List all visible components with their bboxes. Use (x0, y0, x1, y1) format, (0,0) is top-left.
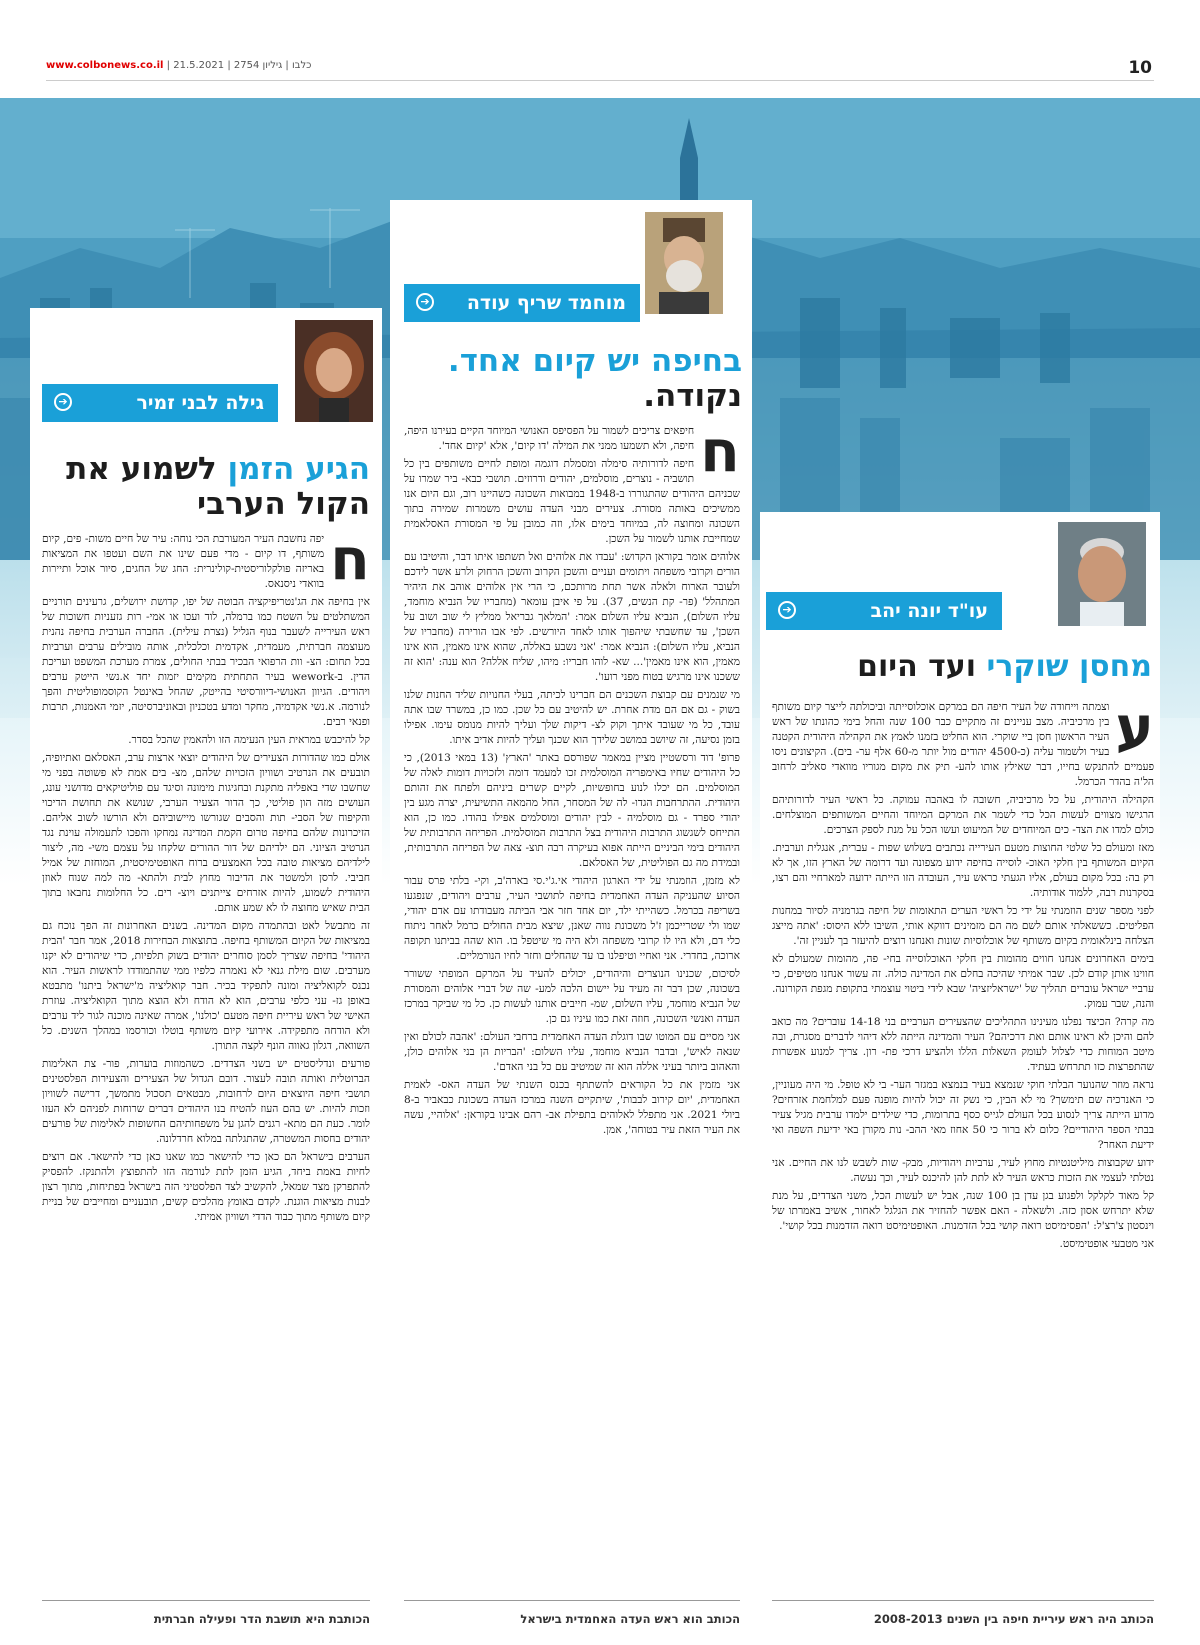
headline-middle-blue: בחיפה יש קיום אחד. (447, 343, 742, 379)
paragraph: ידוע שקבוצות מיליטנטיות מחוץ לעיר, ערביות ויהודיות, מבק- שות לשבש לנו את החיים. אני נטלתי לעצמי את הזכות כראש העיר לא לתת להן להיכנס לעיר, וכך נעשה. (772, 1157, 1154, 1184)
paragraph: לא מזמן, הוזמנתי על ידי הארגון היהודי אי.ג'י.סי בארה'ב, וקי- בלתי פרס עבור הסיוע שהעניקה העדה האחמדית בחיפה לתושבי העיר, ערבים ויהודים, שנפגעו בשריפה בכרמל. כשהייתי ילד, יום אחד חזר אבי הביתה מעבודתו עם אדם יהודי, שמו ולי שטרייכמן ז'ל משכונת נווה שאנן, שיצא מבית החולים כרמל לאחר ניתוח כלי דם, ולא היו לו קרובי משפחה ולא היה מי שיטפל בו. הוא שהה בביתנו תקופה ארוכה, בחדרי. אני ואחיי וטיפלנו בו עד שהחלים וחזר לחיו הנורמליים. (404, 875, 740, 962)
article-body-right (772, 700, 1154, 1592)
paragraph: מאז ומעולם כל שלטי החוצות מטעם העירייה נכתבים בשלוש שפות - עברית, אנגלית וערבית. הקיום המשותף בין חלקי האוכ- לוסייה בחיפה ידוע מצפונה ועד דרומה של הארץ הזו, אך לא רק בה: בכל מקום בעולם, אליו הגעתי כראש עיר, העובדה הזו הייתה ידועה למארחיי והם רצו, בסקרנות רבה, ללמוד אודותיה. (772, 842, 1154, 899)
article-body-left (42, 532, 370, 1592)
paragraph: לסיכום, שכנינו הנוצרים והיהודים, יכולים להעיד על המרקם המופתי ששורר בשכונה, שכן דבר זה מעיד על יישום הלכה למע- שה של דברי אלוהים והמסורת של הנביא מוחמד, עליו השלום, שמ- חייבים אותנו לעשות כן. כל מי שביקר במרכז העדה ואנשי השכונה, חוזה זאת כמו עיניו גם כן. (404, 968, 740, 1025)
paragraph: חיפאים צריכים לשמור על הפסיפס האנושי המיוחד הקיים בעירנו היפה, חיפה, ולא תשמעו ממני את המילה 'דו קיום', אלא 'קיום אחד'. (404, 425, 695, 452)
issue-info: | כלבו | גיליון 2754 | 21.5.2021 (166, 60, 312, 71)
credit-middle: הכותב הוא ראש העדה האחמדית בישראל (520, 1612, 740, 1626)
article-body-middle (404, 424, 740, 1592)
site-url[interactable]: www.colbonews.co.il (46, 60, 164, 71)
author-name-left: גילה לבני זמיר (136, 392, 264, 414)
arrow-circle-icon: ➔ (416, 293, 434, 311)
drop-cap-middle: ח (700, 424, 740, 485)
paragraph: מי שנמנים עם קבוצת השכנים הם חברינו לכיתה, בעלי החנויות שליד החנות שלנו בשוק - גם אם הם מדת אחרת. יש להיטיב עם כל שכן. כמו כן, במשרד שבו אתה עובד, כל מי שעובד איתך וקוק לצ- דיקות שלך ועליך להיות מנומס עימו. אפילו בזמן נסיעה, זה שיושב במושב שלידך הוא שכנך ועליך להיות אדיב איתו. (404, 689, 740, 746)
paragraph: קל להיכבש במראית העין הנעימה הזו ולהאמין שהכל בסדר. (128, 734, 370, 746)
headline-middle-dark: נקודה. (643, 377, 742, 414)
paragraph: נראה מוזר שהנוער הבלתי חוקי שנמצא בעיר בנמצא במגזר הער- בי לא טופל. מי היה מעוניין, כי האנרכיה שם תימשך? מי לא הבין, כי נשק זה יכול להיות מופנה פעם למלחמת אזרחים? מדוע הייתה צריך לנסוע בכל העולם לגייס כסף בתרומות, כדי שילדים ילמדו ערבית מגיל צעיר בבתי הספר היהודיים? כלום לא ברור כי 50 אחוז מאי ההב- נות מקורן באי ידיעת השפה ואי ידיעת האחר? (772, 1079, 1154, 1151)
headline-left-dark: לשמוע את הקול הערבי (66, 451, 370, 522)
headline-right (770, 650, 1152, 684)
paragraph: אין בחיפה את הג'נטריפיקציה הבוטה של יפו, קדושת ירושלים, גרעינים תורניים המשתלטים על השטח כמו ברמלה, לוד ועכו או אמי- רות גזעניות חשוכות של ראש העירייה לשעבר בנוף הגליל (נצרת עילית). החברה הערבית בחיפה נהנית מעוצמה חברתית, מעמדית, אקדמית וכלכלית, אותה מובילים ערבים וערביות בכל תחום: הצ- וות הרפואי הבכיר בבתי החולים, צמרת מערכת המשפט ועריכת הדין. ב-wework בעיר התחתית מקימים יזמות יחד א.נשי הייטק ערבים ויהודים. הגיוון האנושי-דיוורסיטי בהייטק, שהחל באינטל הקוסמופוליטית והפך לנורמה. א.נשי אקדמיה, מחקר ומדע בטכניון ובאוניברסיטה, יזמי האמנות, תרבות ופנאי רבים. (42, 596, 370, 728)
masthead (46, 60, 311, 71)
portrait-icon (645, 212, 723, 314)
page-number: 10 (1128, 58, 1152, 78)
author-name-right: עו"ד יונה יהב (870, 600, 988, 622)
paragraph: חיפה לדורותיה סימלה ומסמלת דוגמה ומופת לחיים משותפים בין כל תושביה - נוצרים, מוסלמים, יהודים ודרוזים. תושבי כבא- ביר שמרו על שכניהם היהודים שהתגוררו ב-1948 במבואות השכונה כשהיינו רוב, וגם היום אנו ממשיכים באותה מסורת. צעירים מבני העדה עושים משמרות שמירה בתוך השכונה ומחוצה לה, במיוחד בימים אלו, וזה כמובן על פי המסורת האסלאמית שמחייבת אותנו לשמור על השכן. (404, 458, 740, 545)
author-photo-left (295, 320, 373, 422)
author-photo-middle (645, 212, 723, 314)
paragraph: אני מזמין את כל הקוראים להשתתף בכנס השנתי של העדה האס- לאמית האחמדית, 'יום קירוב לבבות', שיתקיים השנה במרכז העדה בשכונת כבאביר ב-8 ביולי 2021. אני מתפלל לאלוהים בתפילת אב- רהם אבינו בקוראן: 'אלוהיי, עשה את העיר הזאת עיר בטוחה', אמן. (404, 1079, 740, 1136)
portrait-icon (1058, 522, 1146, 626)
paragraph: קל מאוד לקלקל ולפגוע בגן עדן בן 100 שנה, אבל יש לעשות הכל, משני הצדדים, על מנת שלא יתרחש אסון כזה. ולשאלה - האם אפשר להחזיר את הגלגל לאחור, אשיב באמרתו של וינסטון צ'רצ'ל: 'הפסימיסט רואה קושי בכל הזדמנות. האופטימיסט רואה הזדמנות בכל קושי'. (772, 1190, 1154, 1232)
author-banner-middle (404, 284, 640, 322)
paragraph: אני מסיים עם המוטו שבו דוגלת העדה האחמדית ברחבי העולם: 'אהבה לכולם ואין שנאה לאיש', ובדבר הנביא מוחמד, עליו השלום: 'הבריות הן בני אלוהים כולן, והאהוב ביותר בעיני אללה הוא זה שמיטיב עם כל בני האדם'. (404, 1031, 740, 1073)
author-name-middle: מוחמד שריף עודה (466, 292, 626, 314)
credit-divider-middle (404, 1600, 740, 1601)
author-banner-right (766, 592, 1002, 630)
credit-right: הכותב היה ראש עיריית חיפה בין השנים 2008-2013 (873, 1612, 1154, 1626)
author-photo-right (1058, 522, 1146, 626)
headline-right-dark: ועד היום (857, 649, 977, 684)
headline-middle (402, 344, 742, 413)
credit-divider-left (42, 1600, 370, 1601)
credit-divider-right (772, 1600, 1154, 1601)
arrow-circle-icon: ➔ (54, 393, 72, 411)
paragraph: זה מתבשל לאט ובהתמדה מקום המדינה. בשנים האחרונות זה הפך נוכח גם במציאות של הקיום המשותף בחיפה. בתוצאות הבחירות 2018, אמר חבר 'הבית היהודי' בחיפה שצריך לסמן סוחרים יהודים בשוק תלפיות, כדי שיהודים לא יקנו מערבים. שום מילת גנאי לא נאמרה כלפיו ממי שהתמודדו לראשות העיר. הוא נכנס לקואליציה ומונה לתפקיד בכיר. חבר קואליציה מ'ישראל ביתנו' מתבטא באופן גז- עני כלפי ערבים, הוא לא הודח ולא הוצא מתוך הקואליציה. עוזרת האישי של ראש עיריית חיפה מטעם 'כולנו', אמרה שאינה מוכנה לגור ליד ערבים ולא הודחה מתפקידה. אירועי קיום משותף בוטלו וכורסמו במהלך השנים. כל השוואה, דגלון גאווה הונף לקצה התורן. (42, 920, 370, 1052)
headline-left (40, 452, 370, 521)
paragraph: מה קרה? הכיצד נפלנו מעינינו התהליכים שהצעירים הערביים בני 14-18 עוברים? מה כואב להם והיכן לא ראינו אותם ואת דרכיהם? העיר והמדינה הייתה ללא דיהוי לדברים מסגרת, ובה מיטב המוחות כדי לצלול לעומק השאלות הללו ולהציע דרכי פת- רון. צריך למנוע אפשרות שהתפרצות כזו תתרחש בעתיד. (772, 1016, 1154, 1073)
paragraph: וצמתה וייחודה של העיר חיפה הם במרקם אוכלוסייתה וביכולתה לייצר קיום משותף בין מרכיביה. מצב עניינים זה מתקיים כבר 100 שנה והחל בימי כהונתו של ראש העיר הראשון חסן ביי שוקרי. הוא החליט בזמנו לאמץ את הקהילה היהודית הקטנה בעיר ולשמור עליה (כ-4500 יהודים מול יותר מ-60 אלף ער- בים). הקיצונים ניסו פעמיים להתנקש בחייו, דבר שאילץ אותו להע- תיק את מקום מגוריו מוואדי סאליב לרחוב הל'ה בהדר הכרמל. (772, 701, 1154, 788)
drop-cap-left: ח (330, 532, 370, 593)
masthead-divider (46, 80, 1154, 81)
credit-left: הכותבת היא תושבת הדר ופעילה חברתית (153, 1612, 370, 1626)
paragraph: אלוהים אומר בקוראן הקדוש: 'עבדו את אלוהים ואל תשתפו איתו דבר, והיטיבו עם הורים וקרובי משפחה ויתומים ועניים והשכן הקרוב והשכן הרחוק ולרע אשר לידכם ולעובר הארוח ולאלה אשר תחת מרותכם, כי הרי אין אלוהים אוהב את היהיר המתהלל' (פר- קת הנשים, 37). על פי איבן עומאר (מחבריו של הנביא מוחמד, עליו השלום), הנביא עליו השלום אמר: 'המלאך גבריאל ממליץ לי שוב ושוב על השכן', עד שחשבתי שיהפוך אותו לאחד היורשים. לפי אבו הורירה (מחבריו של הנביא, עליו השלום): הנביא אמר: 'אני נשבע באללה, שהוא אינו מאמין, הוא אינו מאמין, הוא אינו מאמין'... שא- לוהו חבריו: מיהו, שליח אללה? הוא ענה: 'הוא זה ששכנו אינו מרגיש בטוח מפני רועו'. (404, 551, 740, 683)
arrow-circle-icon: ➔ (778, 601, 796, 619)
paragraph: אולם כמו שהדורות הצעירים של היהודים יוצאי ארצות ערב, האסלאם ואתיופיה, תובעים את הנרטיב ושוויון הזכויות שלהם, מצ- בים אמת לא פשוטה בפני מי שחשבו שדי באפליה מתקנת ובחגיגות מימונה וסיגד עם פוליטיקאים מדושני עונג, העושים מזה הון פוליטי, כך הדור הצעיר הערבי, שנושא את תחושת הדיכוי והקיפוח של הסבי- תות והסבים שגורשו מיישוביהם ולא הורשו לשוב אליהם. הזיכרונות שלהם בחיפה טרום הקמת המדינה נמחקו והפכו לתעמולה עוינת נגד הנרטיב הציוני. הם ילדיהם של דור ההורים שלקחו על עצמם משי- מה, ליצור לילדיהם מציאות טובה בכל האמצעים ברוח האופטימיסטית, המוחזת של אמיל חביבי. לרסן ולמשטר את הדיבור מחוץ לבית ולהתא- מה למה שנוח לאוזן היהודית לשמוע, להיות אזרחים צייתנים ויוצ- רים. כל החלומות נחבאו בתוך הבית שאיש מחוצה לו לא שמע אותם. (42, 752, 370, 914)
drop-cap-right: ע (1115, 700, 1154, 761)
paragraph: אני מטבעי אופטימיסט. (1059, 1238, 1154, 1250)
paragraph: פרופ' דוד ורסשטיין מציין במאמר שפורסם באתר 'הארץ' (13 במאי 2013), כי כל היהודים שחיו באימפריה המוסלמית זכו למעמד דומה ולזכויות דומות לאלה של המוסלמים. הם יכלו לנוע בחופשיות, לקיים קשרים ביניהם ולפתח את זהותם היהודית. ההתרחבות הגדו- לה של המסחר, החל מהמאה התשיעית, יצרה מגע בין יהודי ספרד - גם מוסלמיה - לבין יהודים ומוסלמים אפילו בהודו. כמו כן, הוא התייחס לשגשוג התרבות היהודית בצל התרבות המוסלמית. הפריחה התרבותית של היהודים בימי הביניים הייתה אפוא בעיקרה רבה תוצ- צאה של הפריחה התרבותית, ובמידת מה גם הפוליטית, של האסלאם. (404, 752, 740, 869)
paragraph: פורעים ונדליסטים יש בשני הצדדים. כשהמוזות בוערות, פור- צת האלימות הברוטלית ואותה תובה לעצור. דובם הגדול של הצעירים והצעירות הפלסטינים תושבי חיפה היוצאים היום לרחובות, מבטאים תסכול מתמשך, דרישה לשוויון וזכות להיות. יש בהם העוז להטיח בנו היהודים דברים שרוחות לפניהם לא העזו לומר. כעת הם מתא- רגנים להגן על משפחותיהם החשופות לאלימות של פורעים יהודים בחסות המשטרה, שהתגלתה במלוא חרדלונה. (42, 1058, 370, 1145)
paragraph: הערבים בישראל הם כאן כדי להישאר כמו שאנו כאן כדי להישאר. אם רוצים לחיות באמת ביחד, הגיע הזמן לתת לנורמה הזו להתפוצץ ולהתנקז. להפסיק להתפרקן מצד שמאל, להקשיב לצד הפלסטיני הזה בישראל בפתיחות, מתוך רצון לבנות מציאות הוגנת. לקדם באומץ מהלכים קשים, תובעניים ומחייבים של בניית קיום משותף מתוך כבוד הדדי ושוויון אמיתי. (42, 1151, 370, 1223)
masthead-bar (0, 0, 1200, 92)
paragraph: הקהילה היהודית, על כל מרכיביה, חשובה לו באהבה עמוקה. כל ראשי העיר לדורותיהם הרגישו מצווים לעשות הכל כדי לשמר את המרקם המיוחד והחיים המשותפים המוצלחים. כולם למדו את הצד- כים המיוחדים של המיעוט ועשו הכל על מנת לספק הצרכים. (772, 794, 1154, 836)
portrait-icon (295, 320, 373, 422)
headline-right-blue: מחסן שוקרי (986, 649, 1152, 684)
author-banner-left (42, 384, 278, 422)
paragraph: יפה נחשבת העיר המעורבת הכי נוחה: עיר של חיים משות- פים, קיום משותף, דו קיום - מדי פעם שינו את השם ועטפו את המציאות באריזה פולקלוריסטית-קולינרית: החג של החגים, סיור אוכל ותיירות בוואדי ניסנאס. (42, 533, 325, 590)
paragraph: בימים האחרונים אנחנו חווים מהומות בין חלקי האוכלוסייה בחי- פה, מהומות שמעולם לא חווינו אותן קודם לכן. שבר אמיתי שהיכה בחלם את המדינה כולה. זה עשור אנחנו מטיפים, כי ערביי ישראל עוברים תהליך של 'ישראליזציה' שבא לידי ביטוי עוצמתי בתקופת מגפת הקורונה. והנה, שבר עמוק. (772, 953, 1154, 1010)
paragraph: לפני מספר שנים הוזמנתי על ידי כל ראשי הערים התאומות של חיפה בגרמניה לסיור במחנות הפליטים. כששאלתי אותם לשם מה הם מזמינים דווקא אותי, השיבו ללא היסוס: 'אתה מייצג הצלחה בינלאומית בקיום משותף של אוכלוסיות שונות ואנחנו רוצים להיעזר בך לעניין זה'. (772, 905, 1154, 947)
headline-left-blue: הגיע הזמן (227, 451, 370, 487)
